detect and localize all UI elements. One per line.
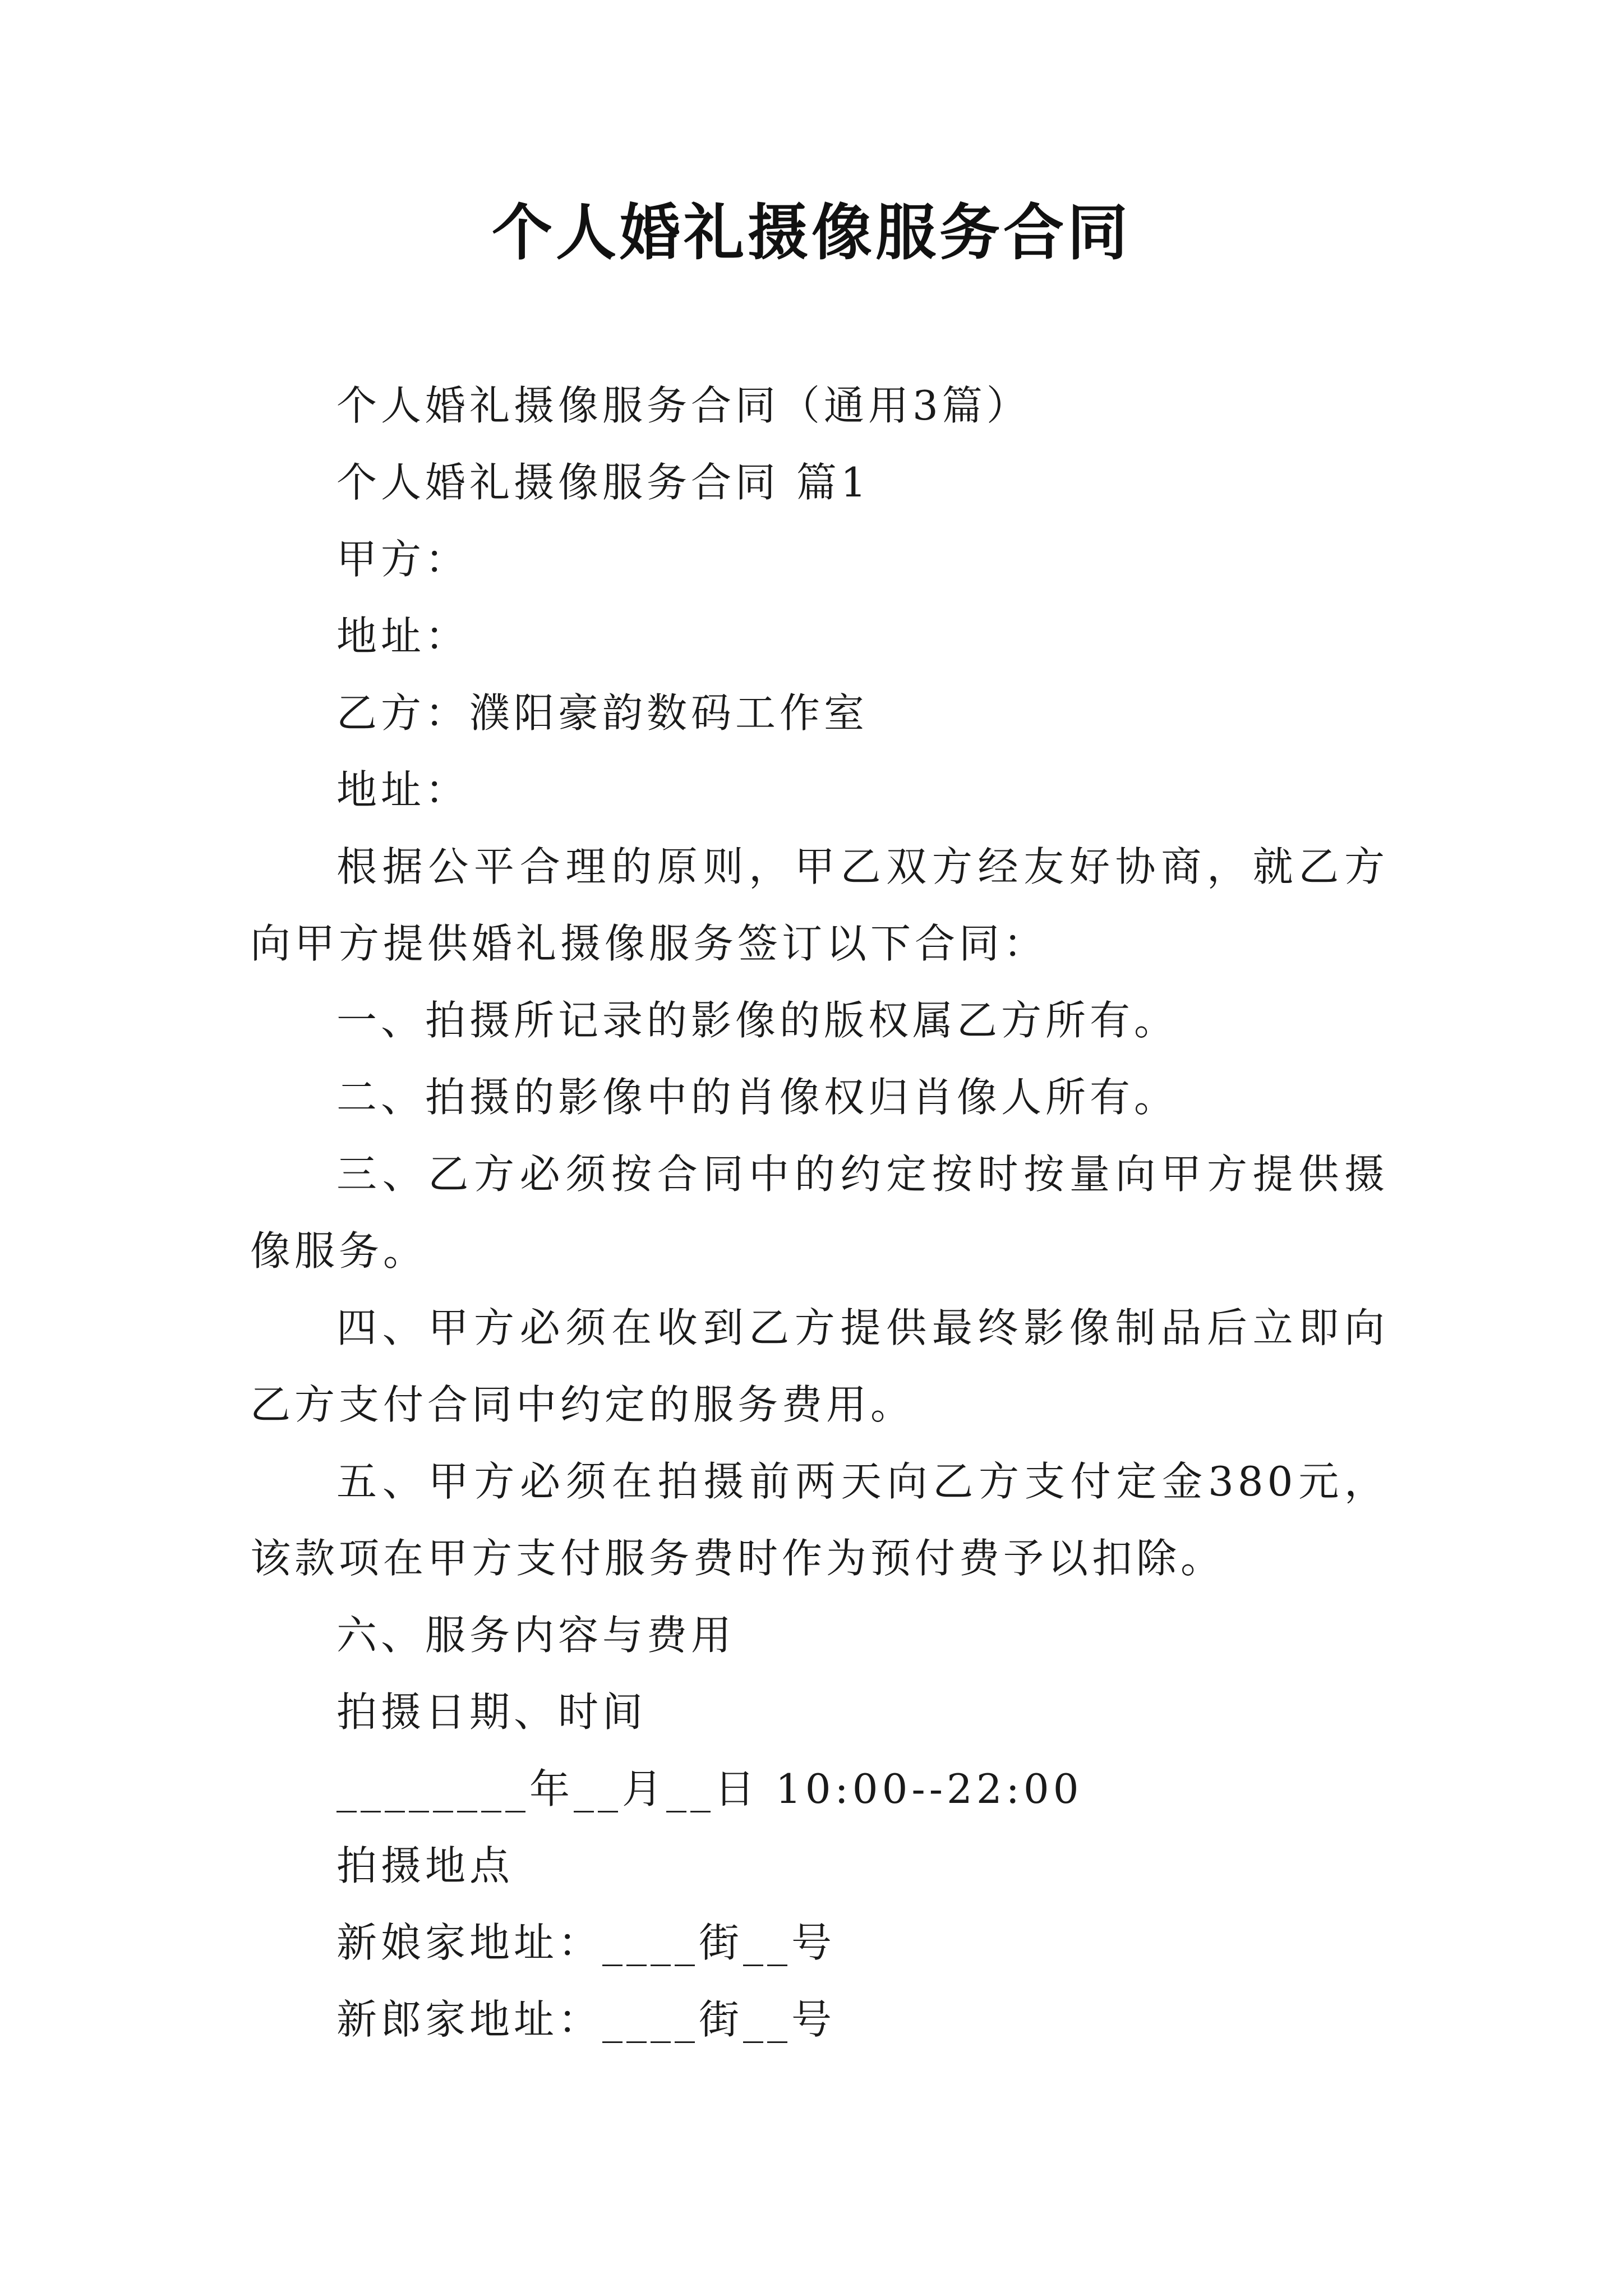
bride-address-line: 新娘家地址：____街__号 (336, 1919, 836, 1966)
document-title: 个人婚礼摄像服务合同 (491, 197, 1131, 268)
shooting-date-blank: ________年__月__日 10:00--22:00 (336, 1765, 1083, 1812)
party-b-address-line: 地址： (336, 766, 470, 813)
party-b-line: 乙方：濮阳豪韵数码工作室 (336, 689, 869, 737)
clause-1: 一、拍摄所记录的影像的版权属乙方所有。 (336, 997, 1179, 1044)
subtitle-line: 个人婚礼摄像服务合同（通用3篇） (336, 382, 1031, 429)
preamble-paragraph: 根据公平合理的原则，甲乙双方经友好协商，就乙方向甲方提供婚礼摄像服务签订以下合同： (250, 843, 1389, 967)
groom-address-line: 新郎家地址：____街__号 (336, 1996, 836, 2043)
party-a-address-line: 地址： (336, 613, 470, 660)
section-heading: 个人婚礼摄像服务合同 篇1 (336, 459, 870, 506)
shooting-date-label: 拍摄日期、时间 (336, 1688, 647, 1736)
clause-4: 四、甲方必须在收到乙方提供最终影像制品后立即向乙方支付合同中约定的服务费用。 (250, 1304, 1389, 1428)
clause-3: 三、乙方必须按合同中的约定按时按量向甲方提供摄像服务。 (250, 1151, 1389, 1274)
clause-2: 二、拍摄的影像中的肖像权归肖像人所有。 (336, 1074, 1179, 1121)
clause-5: 五、甲方必须在拍摄前两天向乙方支付定金380元，该款项在甲方支付服务费时作为预付费予以扣除。 (250, 1458, 1389, 1582)
clause-6-heading: 六、服务内容与费用 (336, 1612, 736, 1659)
shooting-location-label: 拍摄地点 (336, 1842, 514, 1889)
party-a-line: 甲方： (336, 536, 470, 583)
document-body (250, 367, 1389, 2058)
